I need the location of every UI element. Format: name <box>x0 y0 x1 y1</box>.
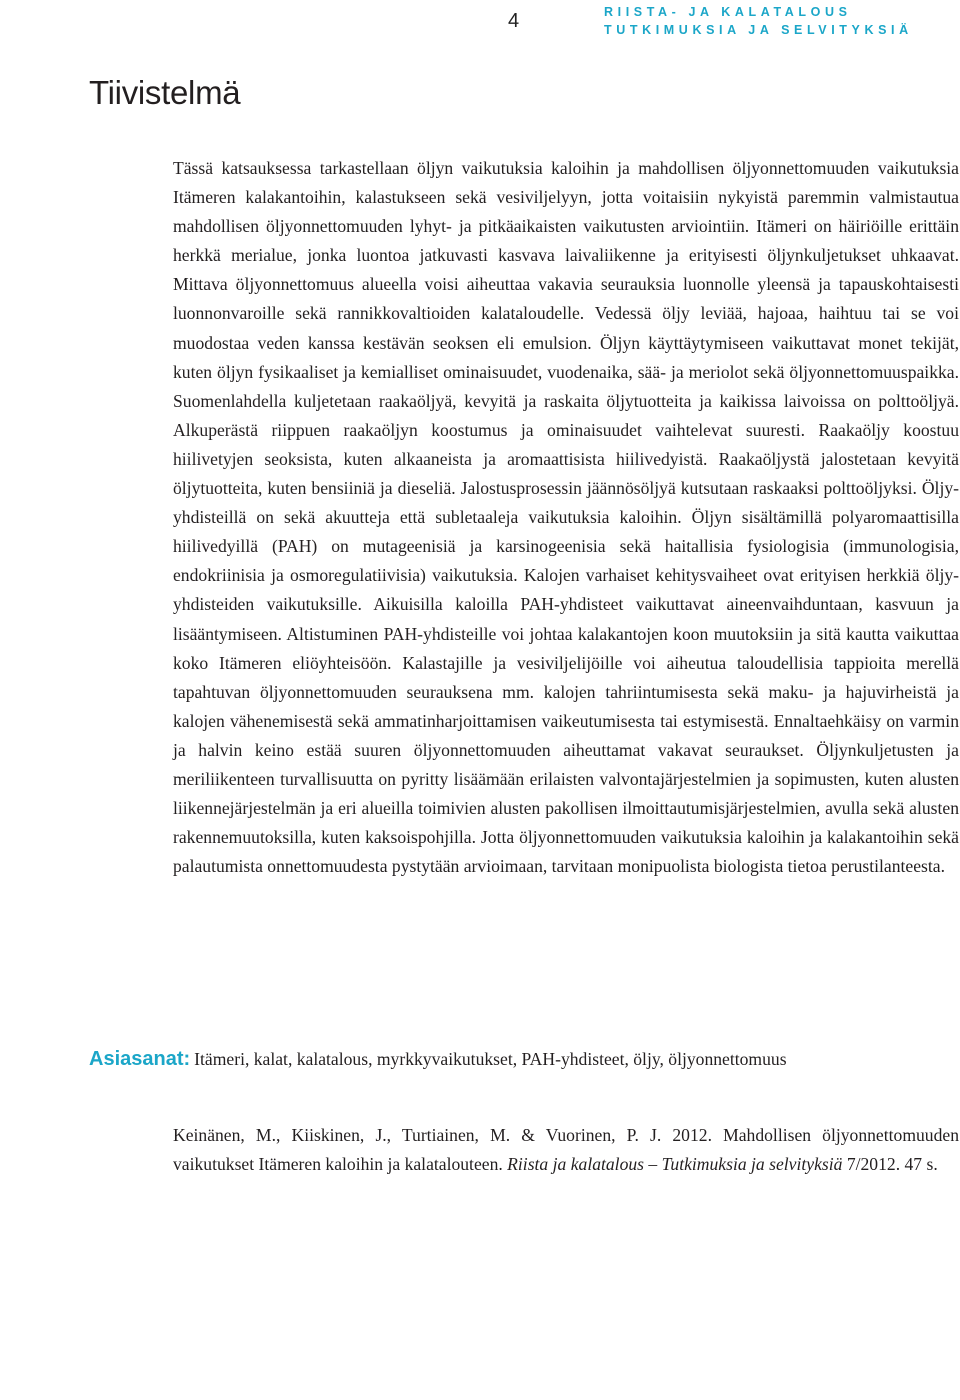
page-number: 4 <box>508 10 520 32</box>
series-title <box>604 3 913 39</box>
series-title-line-2: TUTKIMUKSIA JA SELVITYKSIÄ <box>604 23 913 37</box>
section-title: Tiivistelmä <box>89 74 241 111</box>
citation-series: Riista ja kalatalous – Tutkimuksia ja selvityksiä <box>507 1154 843 1175</box>
series-title-line-1: RIISTA- JA KALATALOUS <box>604 5 852 19</box>
citation-details: 7/2012. 47 s. <box>846 1154 938 1175</box>
keywords-text: Itämeri, kalat, kalatalous, myrkkyvaikutukset, PAH-yhdisteet, öljy, öljyonnettomuus <box>194 1049 787 1069</box>
abstract-paragraph: Tässä katsauksessa tarkastellaan öljyn vaikutuksia kaloihin ja mahdollisen öljyonnettomuuden vaikutuksia Itämeren kalakantoihin, kalastukseen sekä vesiviljelyyn, jotta voitaisiin nykyistä paremmin valmistautua mahdollisen öljyonnettomuuden lyhyt- ja pitkäaikaisten vaikutusten arviointiin. Itämeri on häiriöille erittäin herkkä merialue, jonka luontoa jatkuvasti kasvava laivaliikenne ja erityisesti öljynkuljetukset uhkaavat. Mittava öljyonnettomuus alueella voisi aiheuttaa vakavia seurauksia luonnolle yleensä ja tapauskohtaisesti luonnonvaroille sekä rannikkovaltioiden kalataloudelle. Vedessä öljy leviää, hajoaa, haihtuu tai se voi muodostaa veden kanssa kestävän seoksen eli emulsion. Öljyn käyttäytymiseen vaikuttavat monet tekijät, kuten öljyn fysikaaliset ja kemialliset ominaisuudet, vuodenaika, sää- ja meriolot sekä öljyonnettomuuspaikka. Suomenlahdella kuljetetaan raakaöljyä, kevyitä ja raskaita öljytuotteita ja kaikissa laivoissa on polttoöljyä. Alkuperästä riippuen raakaöljyn koostumus ja ominaisuudet vaihtelevat suuresti. Raakaöljy koostuu hiilivetyjen seoksista, kuten alkaaneista ja aromaattisista hiilivedyistä. Raakaöljystä jalostetaan kevyitä öljytuotteita, kuten bensiiniä ja dieseliä. Jalostusprosessin jäännösöljyä kutsutaan raskaaksi polttoöljyksi. Öljy-yhdisteillä on sekä akuutteja että subletaaleja vaikutuksia kaloihin. Öljyn sisältämillä polyaromaattisilla hiilivedyillä (PAH) on mutageenisiä ja karsinogeenisia sekä haitallisia fysiologisia (immunologisia, endokriinisia ja osmoregulatiivisia) vaikutuksia. Kalojen varhaiset kehitysvaiheet ovat erityisen herkkiä öljy-yhdisteiden vaikutuksille. Aikuisilla kaloilla PAH-yhdisteet vaikuttavat aineenvaihduntaan, kasvuun ja lisääntymiseen. Altistuminen PAH-yhdisteille voi johtaa kalakantojen koon muutoksiin ja sitä kautta vaikuttaa koko Itämeren eliöyhteisöön. Kalastajille ja vesiviljelijöille voi aiheutua taloudellisia tappioita merellä tapahtuvan öljyonnettomuuden seurauksena mm. kalojen tahriintumisesta sekä maku- ja hajuvirheistä ja kalojen vähenemisestä sekä ammatinharjoittamisen vaikeutumisesta tai estymisestä. Ennaltaehkäisy on varmin ja halvin keino estää suuren öljyonnettomuuden aiheuttamat vakavat seuraukset. Öljynkuljetusten ja meriliikenteen turvallisuutta on pyritty lisäämään erilaisten valvontajärjestelmien ja sopimusten, kuten alusten liikennejärjestelmän ja eri alueilla toimivien alusten pakollisen ilmoittautumisjärjestelmien, avulla sekä alusten rakennemuutoksilla, kuten kaksoispohjilla. Jotta öljyonnettomuuden vaikutuksia kaloihin ja kalakantoihin sekä palautumista onnettomuudesta pystytään arvioimaan, tarvitaan monipuolista biologista tietoa perustilanteesta. <box>173 158 959 877</box>
citation-authors: Keinänen, M., Kiiskinen, J., Turtiainen, M. & Vuorinen, P. J. 2012. Mahdollisen öljyonnettomuuden vaikutukset Itämeren kaloihin ja kalatalouteen. <box>173 1125 959 1175</box>
keywords-label: Asiasanat: <box>89 1048 191 1070</box>
page-header <box>0 0 960 56</box>
keywords <box>89 1044 960 1076</box>
citation <box>173 1121 959 1179</box>
